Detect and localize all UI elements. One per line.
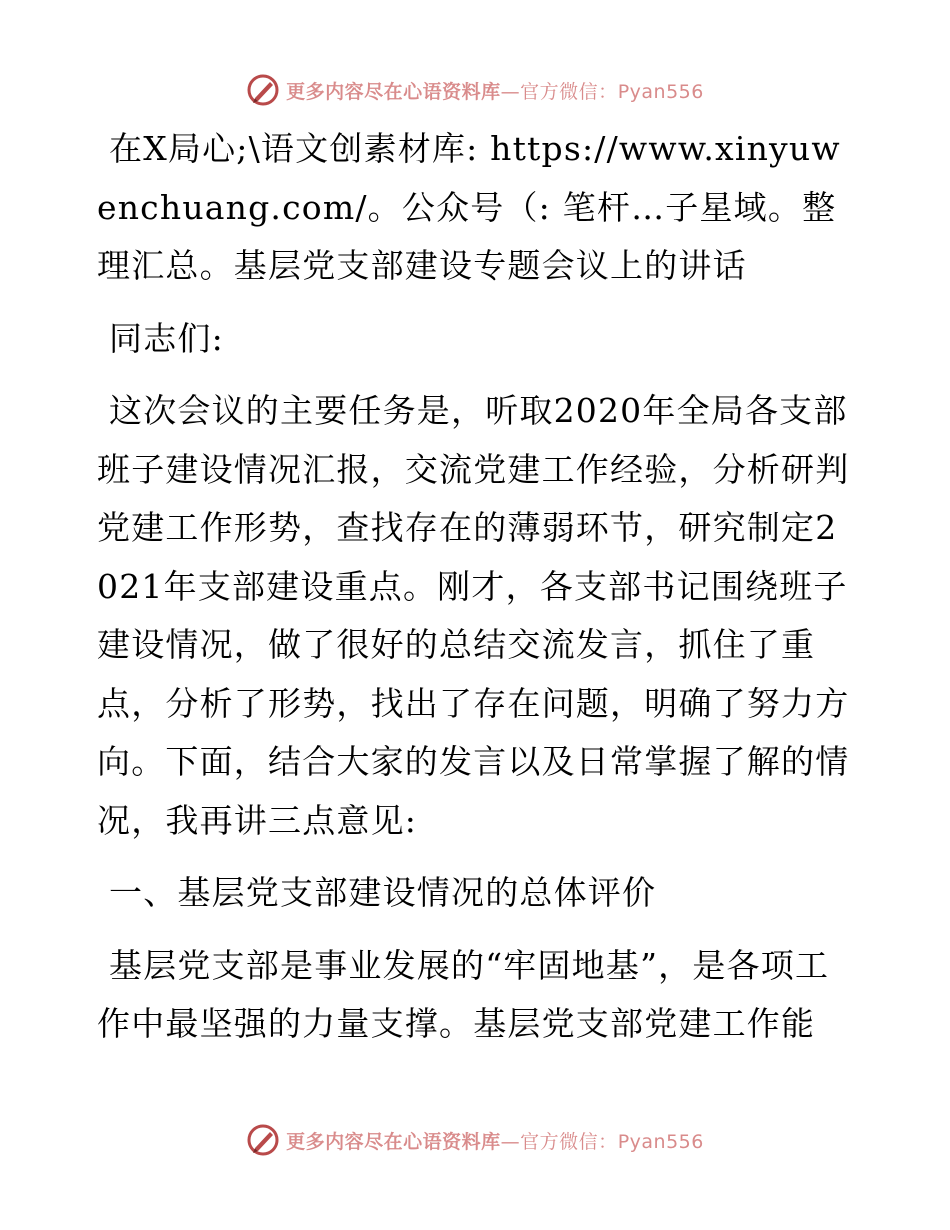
header-watermark-inner [246, 73, 704, 107]
body-paragraph: 基层党支部是事业发展的“牢固地基”，是各项工作中最坚强的力量支撑。基层党支部党建工作能 [97, 945, 830, 1043]
watermark-separator: — [500, 1130, 521, 1153]
salutation: 同志们: [109, 318, 224, 358]
watermark-separator: — [500, 80, 521, 103]
body-paragraph: 这次会议的主要任务是，听取2020年全局各支部班子建设情况汇报，交流党建工作经验，分析研判党建工作形势，查找存在的薄弱环节，研究制定2021年支部建设重点。刚才，各支部书记围绕班子建设情况，做了很好的总结交流发言，抓住了重点，分析了形势，找出了存在问题，明确了努力方向。下面，结合大家的发言以及日常掌握了解的情况，我再讲三点意见: [97, 391, 850, 840]
watermark-text: 更多内容尽在心语资料库 [286, 1130, 501, 1153]
footer-watermark [0, 1120, 950, 1160]
watermark-wechat-id: Pyan556 [617, 80, 704, 103]
watermark-wechat-label: 官方微信： [520, 1130, 618, 1153]
section-heading: 一、基层党支部建设情况的总体评价 [109, 873, 657, 912]
header-watermark [0, 70, 950, 110]
footer-watermark-inner [246, 1123, 704, 1157]
watermark-label [286, 77, 704, 104]
watermark-wechat-label: 官方微信： [520, 80, 618, 103]
watermark-text: 更多内容尽在心语资料库 [286, 80, 501, 103]
document-body [97, 120, 857, 1068]
pen-circle-logo-icon [246, 73, 280, 107]
intro-paragraph: 在X局心;\语文创素材库: https://www.xinyuwenchuang.com/。公众号（: 笔杆…子星域。整理汇总。基层党支部建设专题会议上的讲话 [97, 129, 841, 285]
watermark-label [286, 1127, 704, 1154]
pen-circle-logo-icon [246, 1123, 280, 1157]
watermark-wechat-id: Pyan556 [617, 1130, 704, 1153]
